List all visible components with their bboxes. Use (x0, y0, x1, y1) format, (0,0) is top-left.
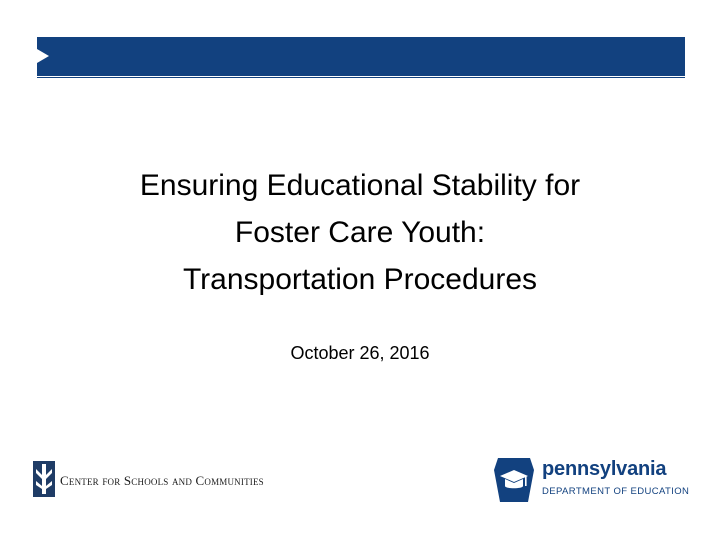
csc-logo (33, 461, 333, 497)
csc-logo-text: Center for Schools and Communities (60, 473, 264, 488)
title-line-1: Ensuring Educational Stability for (139, 169, 581, 202)
header-bar (37, 37, 685, 76)
title-line-3: Transportation Procedures (182, 263, 538, 296)
pa-logo (492, 456, 692, 504)
csc-mark-icon (33, 461, 55, 497)
header-rule (37, 77, 685, 78)
keystone-graduation-cap-icon (492, 456, 536, 504)
pa-logo-department: DEPARTMENT OF EDUCATION (542, 486, 690, 497)
header-arrow-icon (37, 49, 49, 63)
pa-logo-name: pennsylvania (542, 458, 667, 480)
slide-title (0, 162, 720, 303)
slide-date: October 26, 2016 (290, 343, 430, 363)
title-line-2: Foster Care Youth: (234, 216, 486, 249)
